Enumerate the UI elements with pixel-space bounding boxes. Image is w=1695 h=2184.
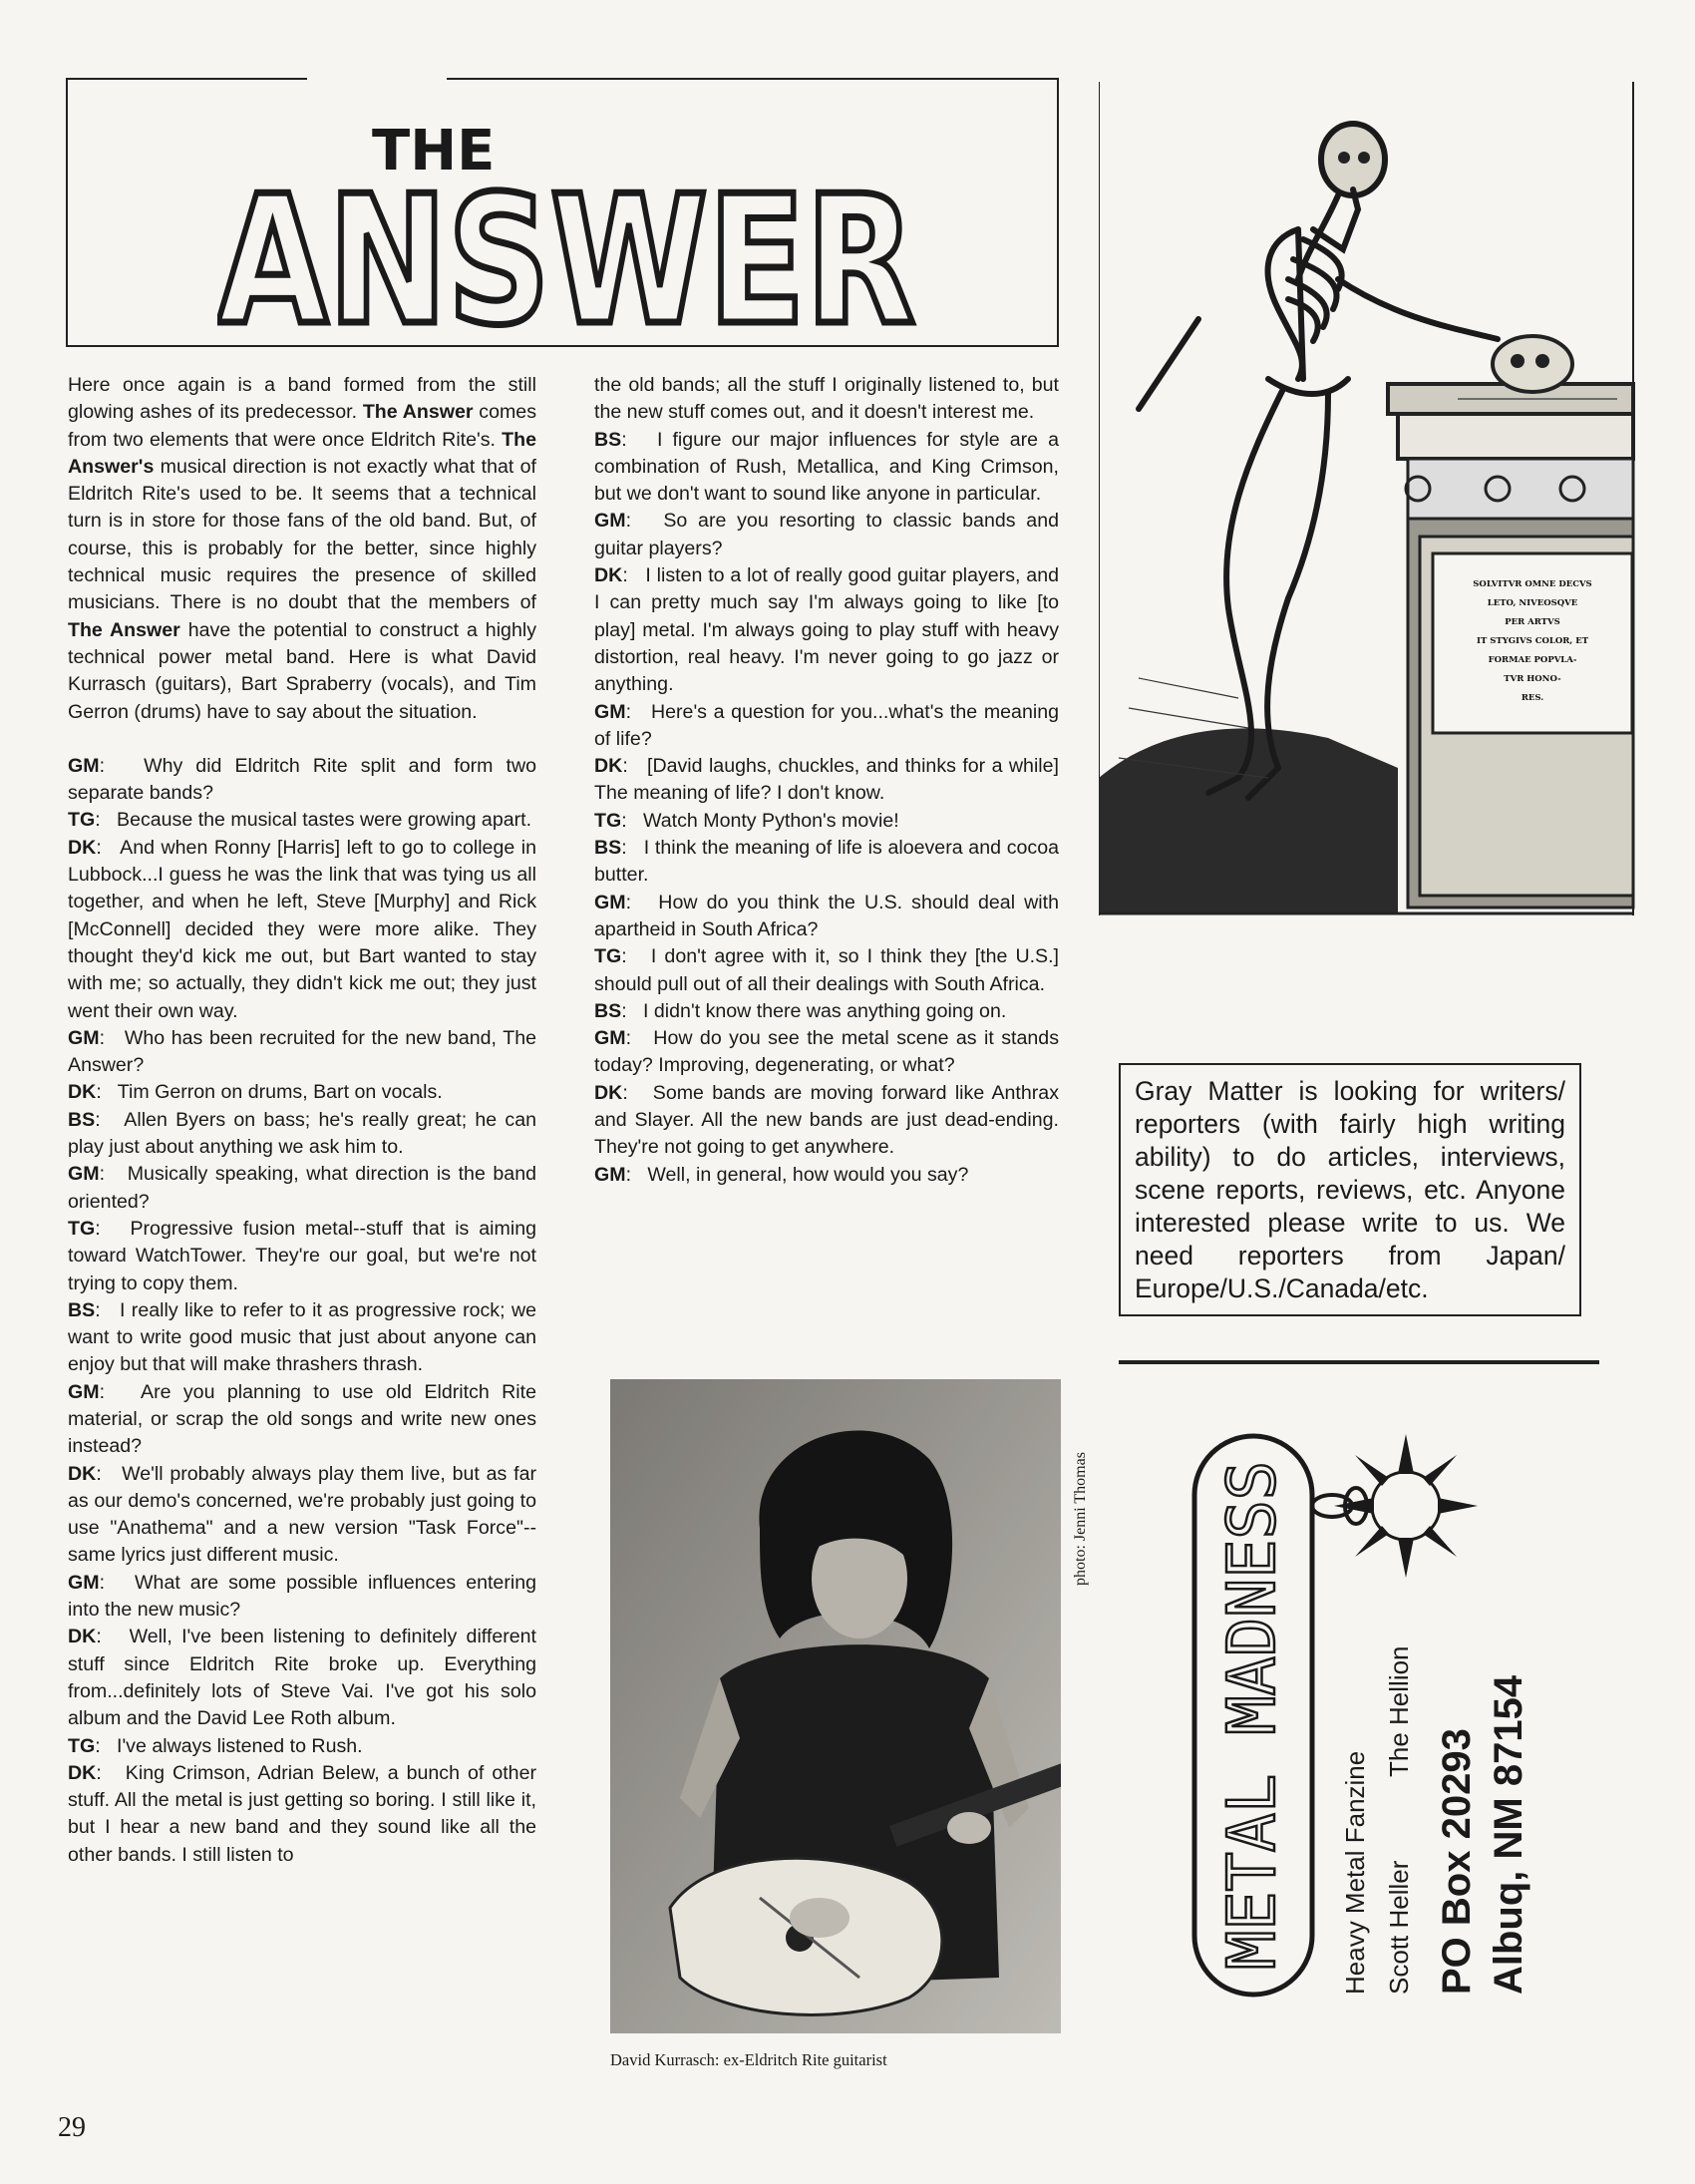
interview-line: TG: Progressive fusion metal--stuff that is aiming toward WatchTower. They're our goal, but we're not trying to copy them. xyxy=(68,1217,537,1294)
svg-text:photo: Jenni Thomas: photo: Jenni Thomas xyxy=(1072,1452,1089,1586)
speaker-initials: BS xyxy=(68,1298,96,1321)
speaker-initials: GM xyxy=(68,1163,100,1186)
title-rule-left xyxy=(68,78,307,80)
speaker-initials: GM xyxy=(594,1163,626,1186)
speaker-initials: GM xyxy=(68,1571,100,1594)
speaker-initials: BS xyxy=(594,837,622,860)
interview-text: I listen to a lot of really good guitar players, and I can pretty much say I'm always going to like [to play] metal. I'm always going to play stuff with heavy distortion, real heavy. I'm never going to go jazz or anything. xyxy=(594,564,1059,696)
interview-text: Well, in general, how would you say? xyxy=(647,1163,969,1186)
interview-line: BS: Allen Byers on bass; he's really great; he can play just about anything we ask him to. xyxy=(68,1108,536,1159)
interview-line: DK: King Crimson, Adrian Belew, a bunch of other stuff. All the metal is just getting so boring. I still like it, but I hear a new band and they sound like all the other bands. I still listen to xyxy=(68,1761,536,1866)
speaker-initials: BS xyxy=(68,1108,96,1131)
intro-text: comes from two elements that were once Eldritch Rite's. xyxy=(68,401,536,451)
dialogue-left xyxy=(68,753,536,1869)
speaker-initials: GM xyxy=(68,1026,100,1049)
inscription-line: PER ARTVS xyxy=(1505,617,1560,627)
interview-line: TG: Because the musical tastes were growing apart. xyxy=(68,809,532,832)
interview-text: Here's a question for you...what's the meaning of life? xyxy=(594,700,1059,750)
interview-line: GM: Who has been recruited for the new band, The Answer? xyxy=(68,1026,536,1077)
continued-text: the old bands; all the stuff I originally listened to, but the new stuff comes out, and it doesn't interest me. xyxy=(594,374,1059,424)
column-middle xyxy=(594,372,1059,1189)
interview-line: GM: Musically speaking, what direction is the band oriented? xyxy=(68,1163,536,1213)
speaker-initials: DK xyxy=(594,1081,623,1104)
guitarist-photo xyxy=(610,1379,1061,2033)
interview-text: Are you planning to use old Eldritch Rite material, or scrap the old songs and write new ones instead? xyxy=(68,1380,536,1458)
speaker-initials: TG xyxy=(594,945,622,968)
interview-line: GM: Are you planning to use old Eldritch Rite material, or scrap the old songs and write new ones instead? xyxy=(68,1380,536,1458)
interview-text: I don't agree with it, so I think they [the U.S.] should pull out of all their dealings with South Africa. xyxy=(594,945,1060,995)
spiked-ball-icon xyxy=(1334,1434,1478,1578)
speaker-initials: DK xyxy=(594,564,623,587)
intro-paragraph xyxy=(68,372,536,726)
interview-text: What are some possible influences entering into the new music? xyxy=(68,1571,536,1622)
interview-text: How do you think the U.S. should deal with apartheid in South Africa? xyxy=(594,891,1059,940)
inscription-line: IT STYGIVS COLOR, ET xyxy=(1476,636,1589,646)
speaker-initials: TG xyxy=(68,809,96,832)
interview-text: Who has been recruited for the new band, The Answer? xyxy=(68,1026,536,1077)
speaker-initials: BS xyxy=(594,428,622,451)
speaker-initials: GM xyxy=(594,510,626,533)
interview-line: DK: [David laughs, chuckles, and thinks for a while] The meaning of life? I don't know. xyxy=(594,755,1059,805)
interview-line: TG: I've always listened to Rush. xyxy=(68,1734,363,1757)
interview-text: Well, I've been listening to definitely different stuff since Eldritch Rite broke up. Everything from...definitely lots of Steve Vai. I've got his solo album and the David Lee Roth album. xyxy=(68,1626,536,1730)
interview-text: Musically speaking, what direction is the band oriented? xyxy=(68,1163,536,1213)
inscription-line: TVR HONO- xyxy=(1504,674,1561,684)
speaker-initials: BS xyxy=(594,999,622,1022)
speaker-initials: DK xyxy=(594,755,623,778)
interview-line: BS: I didn't know there was anything going on. xyxy=(594,999,1007,1022)
ad-divider xyxy=(1119,1360,1599,1364)
speaker-initials: DK xyxy=(68,1462,97,1485)
interview-text: I figure our major influences for style are a combination of Rush, Metallica, and King Crimson, but we don't want to sound like anyone in particular. xyxy=(594,428,1059,506)
speaker-initials: GM xyxy=(594,891,626,913)
inscription-line: RES. xyxy=(1521,693,1544,703)
interview-text: Watch Monty Python's movie! xyxy=(643,809,899,832)
interview-text: Some bands are moving forward like Anthrax and Slayer. All the new bands are just dead-ending. They're not going to get anywhere. xyxy=(594,1081,1059,1159)
inscription-line: LETO, NIVEOSQVE xyxy=(1487,598,1578,608)
title-the: THE xyxy=(372,119,496,183)
metal-madness-logo: METAL MADNESS xyxy=(1213,1454,1290,1970)
speaker-initials: TG xyxy=(68,1217,96,1240)
column-left xyxy=(68,372,536,1869)
metal-madness-ad xyxy=(1177,1416,1615,2034)
ad-text: Gray Matter is looking for writers/ reporters (with fairly high writing ability) to do articles, interviews, scene reports, reviews, etc. Anyone interested please write to us. We need reporters from Japan/ Europe/U.S./Canada/etc. xyxy=(1135,1076,1565,1303)
interview-line: GM: How do you think the U.S. should deal with apartheid in South Africa? xyxy=(594,891,1059,940)
speaker-initials: DK xyxy=(68,1626,97,1648)
intro-text: have the potential to construct a highly technical power metal band. Here is what David Kurrasch (guitars), Bart Spraberry (vocals), and Tim Gerron (drums) have to say about the situation. xyxy=(68,618,536,723)
intro-text: Here once again is a band formed from the still glowing ashes of its predecessor. xyxy=(68,374,536,424)
interview-line: DK: I listen to a lot of really good guitar players, and I can pretty much say I'm always going to like [to play] metal. I'm always going to play stuff with heavy distortion, real heavy. I'm never going to go jazz or anything. xyxy=(594,564,1059,696)
page-number: 29 xyxy=(58,2112,86,2143)
speaker-initials: TG xyxy=(68,1734,96,1757)
interview-line: GM: How do you see the metal scene as it stands today? Improving, degenerating, or what? xyxy=(594,1027,1059,1077)
speaker-initials: DK xyxy=(68,1081,97,1104)
interview-text: King Crimson, Adrian Belew, a bunch of other stuff. All the metal is just getting so boring. I still like it, but I hear a new band and they sound like all the other bands. I still listen to xyxy=(68,1761,536,1866)
city-zip: Albuq, NM 87154 xyxy=(1487,1674,1530,1995)
intro-text: musical direction is not exactly what that of Eldritch Rite's used to be. It seems that a technical turn is in store for those fans of the old band. But, of course, this is probably for the better, since highly technical music requires the presence of skilled musicians. There is no doubt that the members of xyxy=(68,455,536,614)
interview-text: Because the musical tastes were growing apart. xyxy=(117,809,532,832)
band-name: The Answer's xyxy=(68,428,536,478)
band-name: The Answer xyxy=(68,618,180,641)
interview-line: GM: Well, in general, how would you say? xyxy=(594,1163,969,1186)
interview-line: BS: I figure our major influences for style are a combination of Rush, Metallica, and King Crimson, but we don't want to sound like anyone in particular. xyxy=(594,428,1059,506)
band-name: The Answer xyxy=(362,401,474,424)
interview-line: GM: Here's a question for you...what's the meaning of life? xyxy=(594,700,1059,750)
interview-text: I really like to refer to it as progressive rock; we want to write good music that just about anyone can enjoy but that will make thrashers thrash. xyxy=(68,1298,536,1376)
interview-text: So are you resorting to classic bands and guitar players? xyxy=(594,510,1059,559)
editor-alias: The Hellion xyxy=(1384,1645,1414,1777)
article-title xyxy=(217,118,935,337)
speaker-initials: GM xyxy=(594,700,626,723)
speaker-initials: DK xyxy=(68,1761,97,1784)
inscription-line: FORMAE POPVLA- xyxy=(1488,655,1577,665)
interview-text: [David laughs, chuckles, and thinks for a while] The meaning of life? I don't know. xyxy=(594,755,1059,805)
speaker-initials: DK xyxy=(68,836,97,859)
interview-line: GM: So are you resorting to classic bands and guitar players? xyxy=(594,510,1059,559)
speaker-initials: GM xyxy=(68,1380,100,1403)
po-box: PO Box 20293 xyxy=(1435,1728,1479,1995)
interview-text: I think the meaning of life is aloevera and cocoa butter. xyxy=(594,837,1059,887)
title-rule-right xyxy=(447,78,1057,80)
interview-text: I've always listened to Rush. xyxy=(117,1734,363,1757)
speaker-initials: TG xyxy=(594,809,622,832)
interview-line: DK: Well, I've been listening to definitely different stuff since Eldritch Rite broke up. Everything from...definitely lots of Steve Vai. I've got his solo album and the David Lee Roth album. xyxy=(68,1626,536,1730)
interview-line: BS: I think the meaning of life is aloevera and cocoa butter. xyxy=(594,837,1059,887)
speaker-initials: GM xyxy=(68,754,100,777)
interview-line: TG: Watch Monty Python's movie! xyxy=(594,809,899,832)
interview-text: I didn't know there was anything going on. xyxy=(643,999,1007,1022)
editor-name: Scott Heller xyxy=(1384,1860,1414,1995)
title-answer: ANSWER xyxy=(217,158,915,337)
interview-text: Allen Byers on bass; he's really great; he can play just about anything we ask him to. xyxy=(68,1108,536,1159)
interview-text: How do you see the metal scene as it stands today? Improving, degenerating, or what? xyxy=(594,1027,1059,1077)
dialogue-middle xyxy=(594,427,1059,1189)
interview-line: DK: And when Ronny [Harris] left to go to college in Lubbock...I guess he was the link that was tying us all together, and when he left, Steve [Murphy] and Rick [McConnell] decided they were more alike. They thought they'd kick me out, but Bart wanted to stay with me; so actually, they didn't kick me out; they just went their own way. xyxy=(68,836,536,1022)
interview-line: DK: We'll probably always play them live, but as far as our demo's concerned, we're probably just going to use "Anathema" and a new version "Task Force"--same lyrics just different music. xyxy=(68,1462,536,1567)
interview-line: DK: Tim Gerron on drums, Bart on vocals. xyxy=(68,1081,443,1104)
interview-line: TG: I don't agree with it, so I think they [the U.S.] should pull out of all their dealings with South Africa. xyxy=(594,945,1060,995)
interview-line: GM: Why did Eldritch Rite split and form two separate bands? xyxy=(68,754,536,805)
interview-line: DK: Some bands are moving forward like Anthrax and Slayer. All the new bands are just dead-ending. They're not going to get anywhere. xyxy=(594,1081,1059,1159)
interview-text: Why did Eldritch Rite split and form two separate bands? xyxy=(68,754,536,805)
skeleton-illustration xyxy=(1099,80,1635,917)
interview-text: And when Ronny [Harris] left to go to college in Lubbock...I guess he was the link that was tying us all together, and when he left, Steve [Murphy] and Rick [McConnell] decided they were more alike. They thought they'd kick me out, but Bart wanted to stay with me; so actually, they didn't kick me out; they just went their own way. xyxy=(68,836,536,1022)
interview-text: Progressive fusion metal--stuff that is aiming toward WatchTower. They're our goal, but we're not trying to copy them. xyxy=(68,1217,537,1294)
photo-credit xyxy=(1063,1396,1095,1596)
writers-wanted-ad xyxy=(1119,1063,1581,1316)
interview-text: We'll probably always play them live, but as far as our demo's concerned, we're probably just going to use "Anathema" and a new version "Task Force"--same lyrics just different music. xyxy=(68,1462,536,1567)
title-box xyxy=(66,78,1059,347)
speaker-initials: GM xyxy=(594,1027,626,1050)
photo-caption: David Kurrasch: ex-Eldritch Rite guitarist xyxy=(610,2050,887,2069)
interview-line: GM: What are some possible influences entering into the new music? xyxy=(68,1571,536,1622)
interview-text: Tim Gerron on drums, Bart on vocals. xyxy=(117,1081,443,1104)
inscription-line: SOLVITVR OMNE DECVS xyxy=(1473,579,1592,589)
interview-line: BS: I really like to refer to it as progressive rock; we want to write good music that just about anyone can enjoy but that will make thrashers thrash. xyxy=(68,1298,536,1376)
fanzine-line: Heavy Metal Fanzine xyxy=(1340,1750,1370,1995)
